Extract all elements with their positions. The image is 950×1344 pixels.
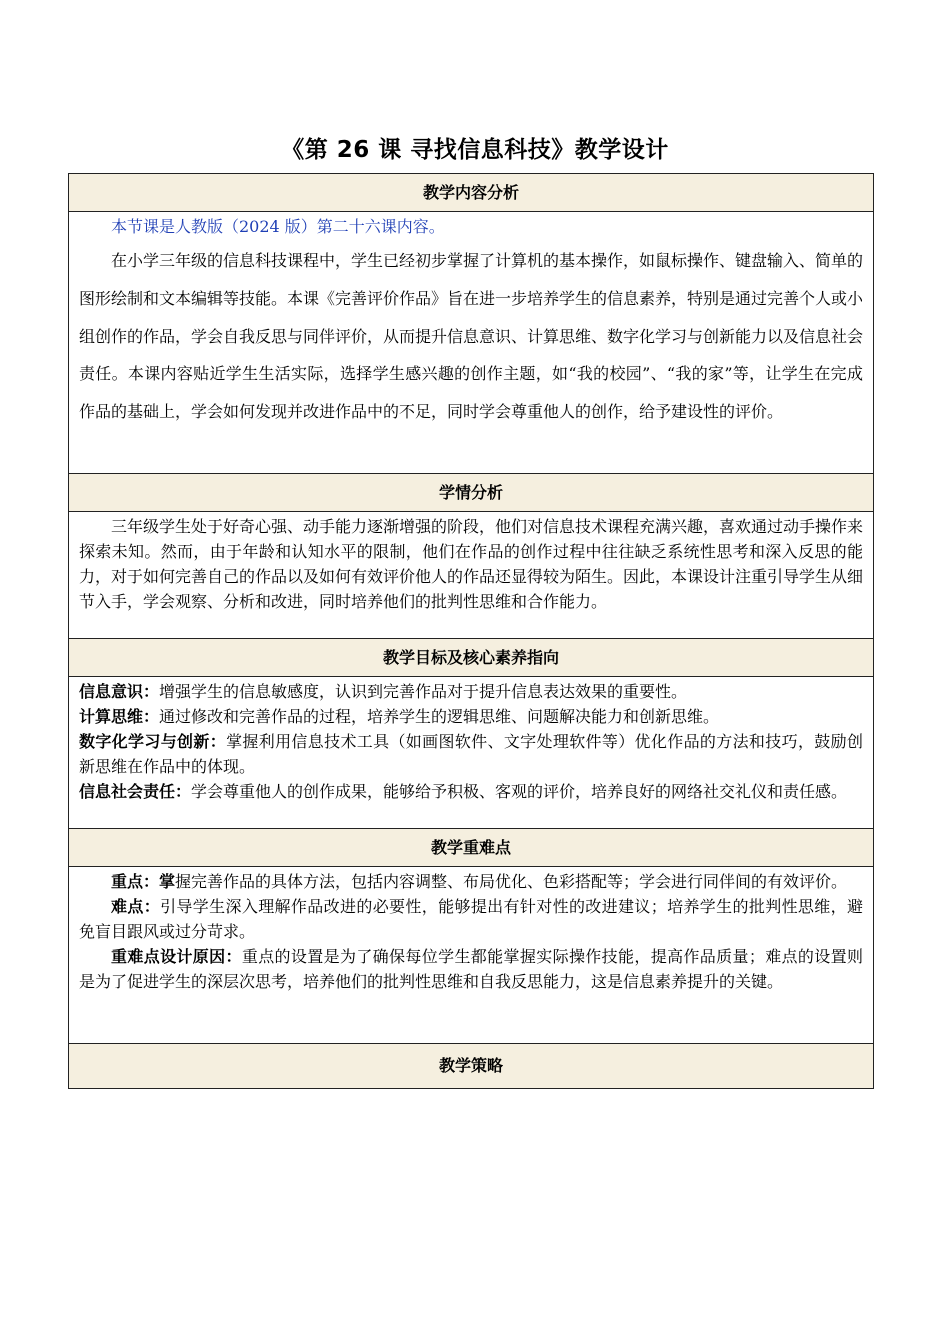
item-label: 难点： bbox=[111, 897, 161, 916]
section-body-objectives bbox=[69, 677, 873, 829]
item-text: 掌握利用信息技术工具（如画图软件、文字处理软件等）优化作品的方法和技巧，鼓励创新思维在作品中的体现。 bbox=[79, 732, 863, 776]
section-header-key-points: 教学重难点 bbox=[69, 829, 873, 867]
section-header-content-analysis: 教学内容分析 bbox=[69, 174, 873, 212]
item-label: 计算思维： bbox=[79, 707, 160, 726]
paragraph: 在小学三年级的信息科技课程中，学生已经初步掌握了计算机的基本操作，如鼠标操作、键盘输入、简单的图形绘制和文本编辑等技能。本课《完善评价作品》旨在进一步培养学生的信息素养，特别是通过完善个人或小组创作的作品，学会自我反思与同伴评价，从而提升信息意识、计算思维、数字化学习与创新能力以及信息社会责任。本课内容贴近学生生活实际，选择学生感兴趣的创作主题，如“我的校园”、“我的家”等，让学生在完成作品的基础上，学会如何发现并改进作品中的不足，同时学会尊重他人的创作，给予建设性的评价。 bbox=[79, 251, 864, 422]
item-label: 信息社会责任： bbox=[79, 782, 192, 801]
item-text: 增强学生的信息敏感度，认识到完善作品对于提升信息表达效果的重要性。 bbox=[159, 682, 688, 701]
page-title: 《第 26 课 寻找信息科技》教学设计 bbox=[281, 137, 669, 163]
item-text: 握完善作品的具体方法，包括内容调整、布局优化、色彩搭配等；学会进行同伴间的有效评价。 bbox=[175, 872, 848, 891]
paragraph: 三年级学生处于好奇心强、动手能力逐渐增强的阶段，他们对信息技术课程充满兴趣，喜欢通过动手操作来探索未知。然而，由于年龄和认知水平的限制，他们在作品的创作过程中往往缺乏系统性思考和深入反思的能力，对于如何完善自己的作品以及如何有效评价他人的作品还显得较为陌生。因此，本课设计注重引导学生从细节入手，学会观察、分析和改进，同时培养他们的批判性思维和合作能力。 bbox=[79, 517, 864, 611]
lesson-plan-table bbox=[68, 173, 874, 1089]
list-item bbox=[79, 704, 863, 729]
list-item bbox=[79, 894, 863, 944]
paragraph: 本节课是人教版（2024 版）第二十六课内容。 bbox=[111, 217, 445, 236]
section-header-objectives: 教学目标及核心素养指向 bbox=[69, 639, 873, 677]
item-label: 重点：掌 bbox=[111, 872, 176, 891]
item-text: 重点的设置是为了确保每位学生都能掌握实际操作技能，提高作品质量；难点的设置则是为了促进学生的深层次思考，培养他们的批判性思维和自我反思能力，这是信息素养提升的关键。 bbox=[79, 947, 863, 991]
list-item bbox=[79, 869, 863, 894]
section-header-student-analysis: 学情分析 bbox=[69, 474, 873, 512]
section-body-key-points bbox=[69, 867, 873, 1044]
list-item bbox=[79, 729, 863, 779]
list-item bbox=[79, 679, 863, 704]
list-item bbox=[79, 944, 863, 994]
item-text: 引导学生深入理解作品改进的必要性，能够提出有针对性的改进建议；培养学生的批判性思维，避免盲目跟风或过分苛求。 bbox=[79, 897, 863, 941]
item-text: 通过修改和完善作品的过程，培养学生的逻辑思维、问题解决能力和创新思维。 bbox=[159, 707, 720, 726]
section-header-strategy: 教学策略 bbox=[69, 1044, 873, 1088]
list-item bbox=[79, 779, 863, 804]
item-label: 数字化学习与创新： bbox=[79, 732, 227, 751]
item-label: 重难点设计原因： bbox=[111, 947, 242, 966]
item-label: 信息意识： bbox=[79, 682, 160, 701]
section-body-content-analysis bbox=[69, 212, 873, 474]
item-text: 学会尊重他人的创作成果，能够给予积极、客观的评价，培养良好的网络社交礼仪和责任感。 bbox=[191, 782, 848, 801]
section-body-student-analysis bbox=[69, 512, 873, 639]
